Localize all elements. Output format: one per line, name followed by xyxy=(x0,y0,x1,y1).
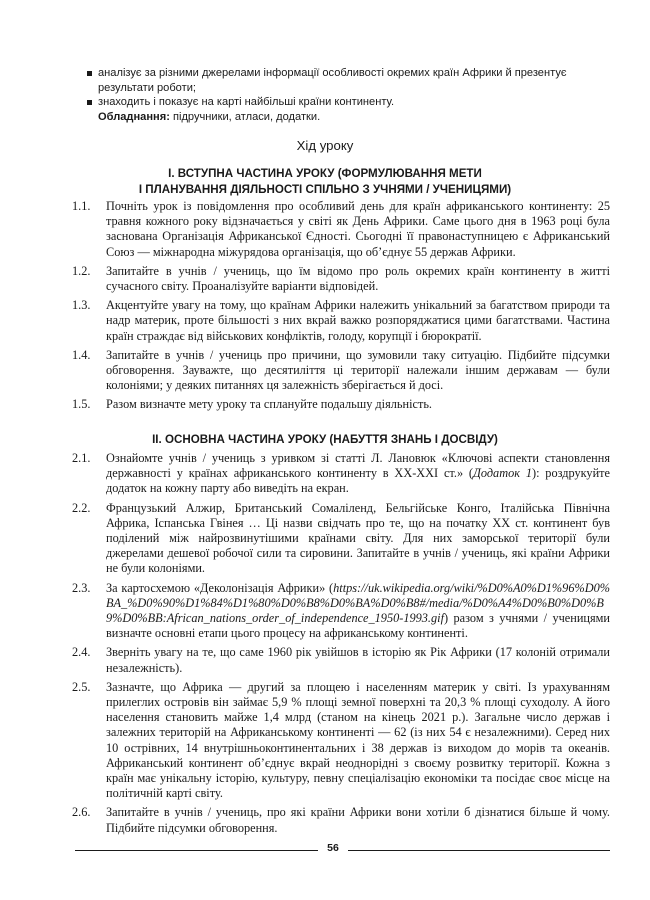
list-item xyxy=(72,298,610,344)
item-number: 2.6. xyxy=(72,805,91,820)
footer-divider-left xyxy=(75,850,318,851)
item-text: Зазначте, що Африка — другий за площею і населенням материк у світі. Із урахуванням прилеглих островів він займає 5,9 % площі земної поверхні та 20,3 % площі суходолу. А його населення становить майже 1,4 млрд (станом на кінець 2021 р.). Загальне число держав і залежних територій на Африканському континенті — 62 (із них 54 є незалежними). Серед них 10 острівних, 14 внутрішньоконтинентальних і 38 держав із виходом до морів та океанів. Африканський континент об’єднує вкрай неоднорідні з своєму розвитку території. Кожна з країн має унікальну історію, культуру, певну спеціалізацію економіки та посідає своє місце на політичній карті світу. xyxy=(106,679,610,801)
item-number: 2.4. xyxy=(72,645,91,660)
footer-divider-right xyxy=(348,850,610,851)
section-1-heading-line2: І ПЛАНУВАННЯ ДІЯЛЬНОСТІ СПІЛЬНО З УЧНЯМИ / УЧЕНИЦЯМИ) xyxy=(138,182,512,196)
list-item: знаходить і показує на карті найбільші країни континенту. xyxy=(86,95,610,110)
item-text: Акцентуйте увагу на тому, що країнам Африки належить унікальний за багатством природи та надр материк, проте більшості з них вкрай важко розпоряджатися цими багатствами. Частина країн страждає від військових конфліктів, голоду, корупції і бюрократії. xyxy=(106,298,610,343)
item-number: 2.1. xyxy=(72,451,91,465)
section-1-heading xyxy=(0,166,650,197)
item-number: 2.3. xyxy=(72,580,91,595)
equipment-line xyxy=(86,110,610,125)
section-1-heading-line1: І. ВСТУПНА ЧАСТИНА УРОКУ (ФОРМУЛЮВАННЯ МЕТИ xyxy=(168,167,482,180)
item-number: 2.5. xyxy=(72,679,91,694)
item-number: 1.4. xyxy=(72,347,91,362)
section-1-items xyxy=(72,199,610,417)
item-number: 1.2. xyxy=(72,263,91,278)
item-text xyxy=(106,581,610,642)
section-2-heading: ІІ. ОСНОВНА ЧАСТИНА УРОКУ (НАБУТТЯ ЗНАНЬ І ДОСВІДУ) xyxy=(152,433,498,446)
list-item xyxy=(72,581,610,642)
item-text-part: За картосхемою «Деколонізація Африки» ( xyxy=(106,580,334,595)
item-text: Зверніть увагу на те, що саме 1960 рік увійшов в історію як Рік Африки (17 колоній отримали незалежність). xyxy=(106,645,610,675)
item-text-part: ): роздрукуйте додаток на кожну парту або виведіть на екран. xyxy=(106,466,610,496)
lesson-title: Хід уроку xyxy=(296,138,354,153)
list-item xyxy=(72,199,610,260)
section-2-items xyxy=(72,451,610,840)
list-item xyxy=(72,645,610,675)
item-text-part: ) разом з учнями / ученицями визначте основні етапи цього процесу на африканському континенті. xyxy=(106,611,610,641)
item-text: Разом визначте мету уроку та сплануйте подальшу діяльність. xyxy=(106,397,432,412)
item-text: Почніть урок із повідомлення про особливий день для країн африканського континенту: 25 травня кожного року відзначається у світі як День Африки. Саме цього дня в 1963 році була заснована Організація Африканської Єдності. Сьогодні її правонаступницею є Африканський Союз — міжнародна міжурядова організація, що об’єднує 55 держав Африки. xyxy=(106,199,610,259)
appendix-reference: Додаток 1 xyxy=(473,466,532,481)
list-item xyxy=(72,680,610,802)
outcomes-list xyxy=(86,66,610,124)
list-item xyxy=(72,501,610,577)
list-item: аналізує за різними джерелами інформації особливості окремих країн Африки й презентує результати роботи; xyxy=(86,66,610,95)
item-text: Запитайте в учнів / учениць, що їм відомо про роль окремих країн континенту в житті сучасного світу. Проаналізуйте варіанти відповідей. xyxy=(106,263,610,294)
item-text: Запитайте в учнів / учениць про причини, що зумовили таку ситуацію. Підбийте підсумки обговорення. Зауважте, що десятиліття ці території належали іншим державам — були колоніями; у деяких питаннях ця залежність зберігається й досі. xyxy=(106,347,610,393)
list-item xyxy=(72,348,610,394)
item-text-part: Ознайомте учнів / учениць з уривком зі статті Л. Лановюк «Ключові аспекти становлення державності у країнах африканського континенту в ХХ-ХХІ ст.» ( xyxy=(106,451,610,481)
item-number: 1.5. xyxy=(72,397,91,412)
equipment-text: підручники, атласи, додатки. xyxy=(169,110,321,123)
item-text: Запитайте в учнів / учениць, про які країни Африки вони хотіли б дізнатися більше й чому. Підбийте підсумки обговорення. xyxy=(106,805,610,835)
wikipedia-link[interactable]: https://uk.wikipedia.org/wiki/%D0%A0%D1%96%D0%BA_%D0%90%D1%84%D1%80%D0%B8%D0%BA%D0%B8#/media/%D0%A4%D0%B0%D0%B9%D0%BB:African_nations_order_of_independence_1950-1993.gif xyxy=(106,580,610,626)
item-number: 2.2. xyxy=(72,500,91,515)
list-item xyxy=(72,451,610,497)
item-text: Французький Алжир, Британський Сомаліленд, Бельгійське Конго, Італійська Північна Африка, Іспанська Гвінея … Ці назви свідчать про те, що на початку ХХ ст. континент був поділений між найрозвинутішими країнами світу. Для них заморської території були джерелами дешевої робочої сили та сировини. Запитайте в учнів / учениць, які країни Африки не були колоніями. xyxy=(106,500,610,576)
page-number: 56 xyxy=(327,842,339,854)
list-item xyxy=(72,397,610,412)
list-item xyxy=(72,805,610,835)
item-number: 1.3. xyxy=(72,298,91,313)
item-text xyxy=(106,451,610,497)
item-number: 1.1. xyxy=(72,199,91,213)
equipment-label: Обладнання: xyxy=(98,110,170,123)
list-item xyxy=(72,264,610,294)
